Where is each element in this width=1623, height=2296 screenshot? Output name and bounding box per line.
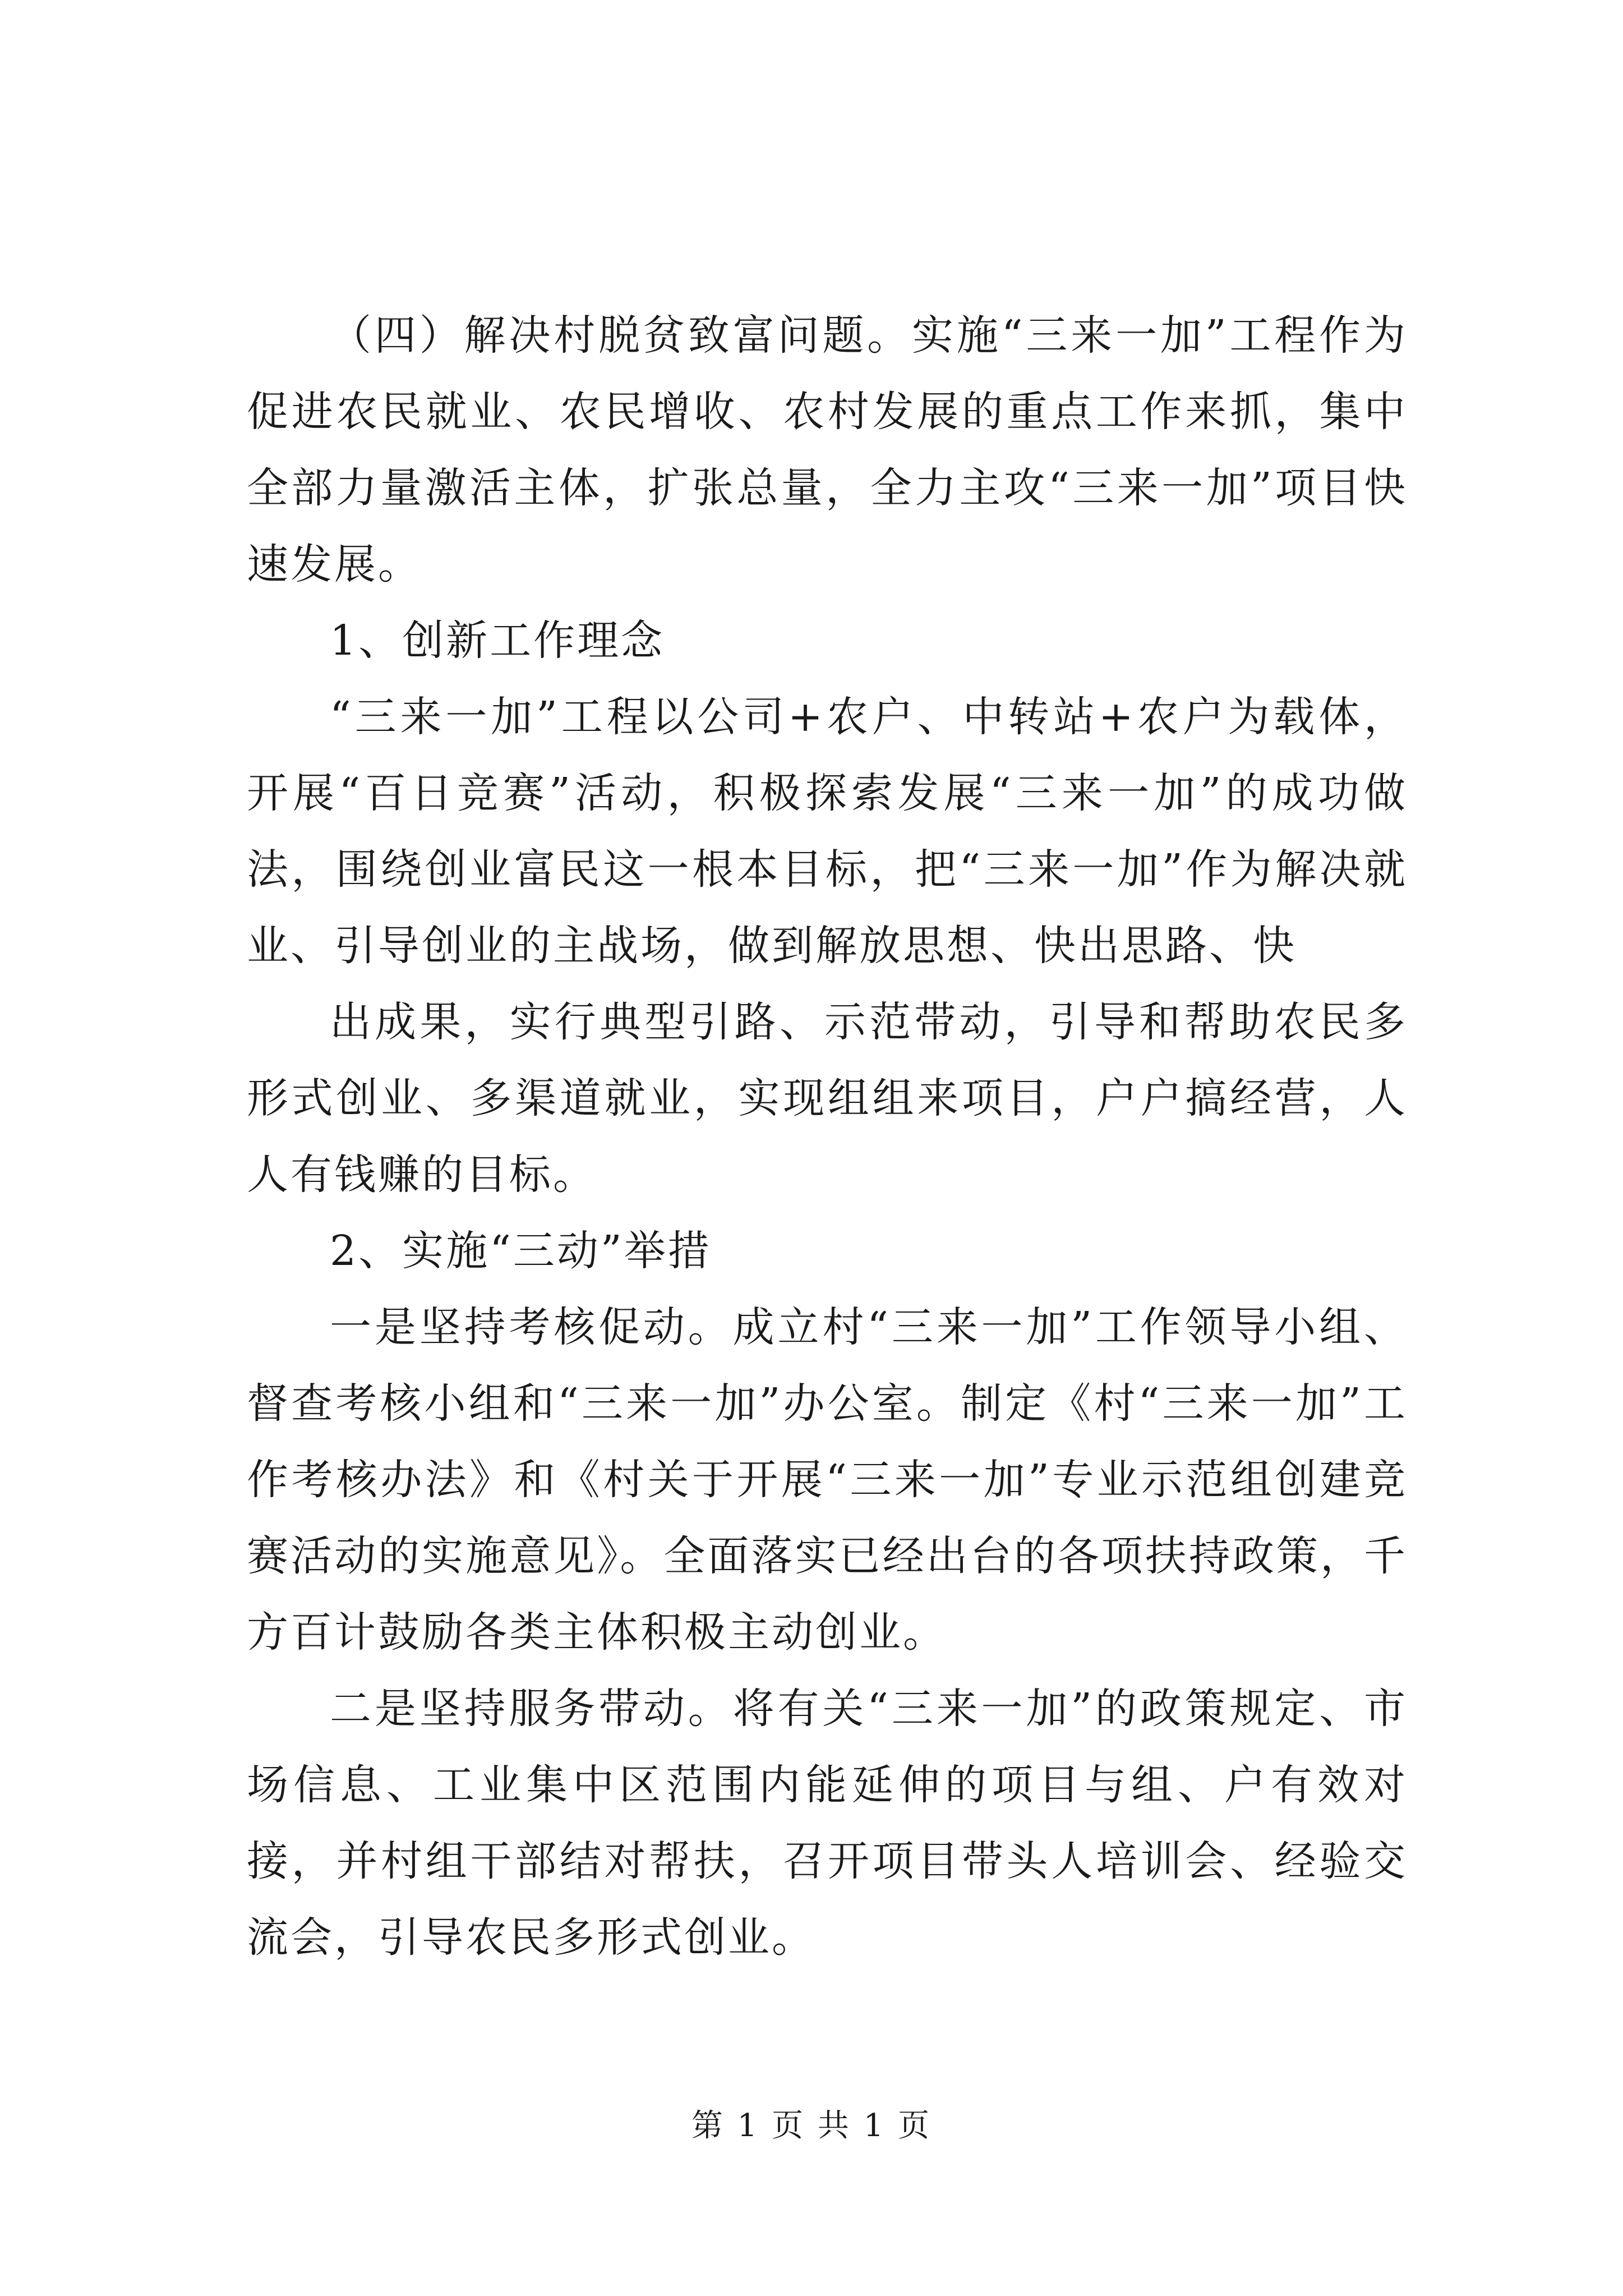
heading-three-actions: 2、实施“三动”举措: [330, 1227, 712, 1275]
paragraph-service: 二是坚持服务带动。将有关“三来一加”的政策规定、市场信息、工业集中区范围内能延伸的项目与组、户有效对接，并村组干部结对帮扶，召开项目带头人培训会、经验交流会，引导农民多形式创业。: [247, 1685, 1408, 1962]
paragraph-results: 出成果，实行典型引路、示范带动，引导和帮助农民多形式创业、多渠道就业，实现组组来项目，户户搞经营，人人有钱赚的目标。: [247, 998, 1408, 1199]
document-body: [247, 297, 1408, 1976]
paragraph-assessment: 一是坚持考核促动。成立村“三来一加”工作领导小组、督查考核小组和“三来一加”办公室。制定《村“三来一加”工作考核办法》和《村关于开展“三来一加”专业示范组创建竞赛活动的实施意见》。全面落实已经出台的各项扶持政策，千方百计鼓励各类主体积极主动创业。: [247, 1303, 1408, 1657]
page-footer: 第 1 页 共 1 页: [691, 2108, 932, 2144]
heading-innovate-concept: 1、创新工作理念: [330, 616, 665, 665]
paragraph-section-four: （四）解决村脱贫致富问题。实施“三来一加”工程作为促进农民就业、农民增收、农村发展的重点工作来抓，集中全部力量激活主体，扩张总量，全力主攻“三来一加”项目快速发展。: [247, 311, 1408, 588]
paragraph-project-carrier: “三来一加”工程以公司+农户、中转站+农户为载体，开展“百日竞赛”活动，积极探索发展“三来一加”的成功做法，围绕创业富民这一根本目标，把“三来一加”作为解决就业、引导创业的主战场，做到解放思想、快出思路、快: [247, 693, 1408, 970]
